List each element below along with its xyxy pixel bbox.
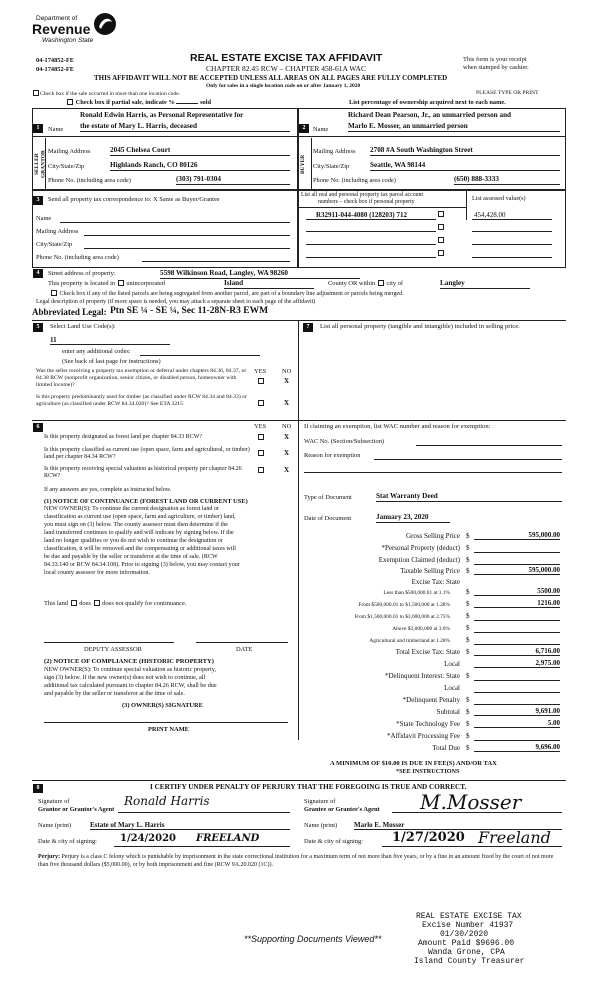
dollar-11: $ bbox=[466, 744, 470, 752]
seller-city-label: City/State/Zip bbox=[48, 163, 85, 170]
grantor-city: FREELAND bbox=[196, 833, 260, 844]
s5-q1-yes-checkbox[interactable] bbox=[258, 378, 264, 384]
s5-question-2: Is this property predominantly used for timber (as classified under RCW 84.34 and 84.33) or agriculture (as classified under RCW 84.34.020)? See ETA 3215 bbox=[36, 394, 247, 408]
located-label: This property is located in bbox=[48, 280, 116, 287]
ownership-note: List percentage of ownership acquired next to each name. bbox=[349, 99, 506, 106]
does-checkbox[interactable] bbox=[71, 600, 77, 606]
legal-note: Legal description of property (if more space is needed, you may attach a separate sheet to each page of the affidavit) bbox=[36, 299, 316, 305]
s6-q2-no-mark: X bbox=[284, 449, 290, 457]
stamp-line-3: 01/30/2020 bbox=[440, 930, 489, 939]
s6-q3-no-mark: X bbox=[284, 466, 290, 474]
sold-label: sold bbox=[200, 99, 212, 106]
local-value: 2,975.00 bbox=[474, 659, 560, 668]
grantee-signature: M.Mosser bbox=[420, 790, 522, 814]
buyer-phone-label: Phone No. (including area code) bbox=[313, 177, 396, 184]
tier-2-value: 1216.00 bbox=[474, 599, 560, 608]
this-land-label: This land bbox=[44, 600, 68, 607]
partial-sale-check bbox=[66, 99, 211, 107]
dollar-t2: $ bbox=[466, 600, 470, 608]
see-back-note: (See back of last page for instructions) bbox=[62, 358, 161, 365]
grantor-date: 1/24/2020 bbox=[120, 833, 177, 844]
dollar-6: $ bbox=[466, 672, 470, 680]
segregation-line bbox=[50, 290, 404, 298]
if-yes-note: If any answers are yes, complete as instructed below. bbox=[44, 487, 172, 493]
interest-state-label: *Delinquent Interest: State bbox=[384, 672, 460, 680]
notice-1-line-8: local county assessor for more information. bbox=[44, 570, 150, 576]
assessed-value: 454,428.00 bbox=[474, 211, 506, 219]
s6-q2-yes-checkbox[interactable] bbox=[258, 450, 264, 456]
seller-phone: (303) 791-0304 bbox=[176, 175, 290, 185]
multi-location-check bbox=[32, 90, 180, 98]
doc-date-value: January 23, 2020 bbox=[376, 513, 450, 523]
assessed-header: List assessed value(s) bbox=[472, 195, 526, 202]
reason-label: Reason for exemption bbox=[304, 452, 361, 459]
dollar-1: $ bbox=[466, 532, 470, 540]
s6-q3-yes-checkbox[interactable] bbox=[258, 467, 264, 473]
personal-label: *Personal Property (deduct) bbox=[381, 544, 460, 552]
section-6-number: 6 bbox=[33, 423, 43, 432]
dollar-5: $ bbox=[466, 648, 470, 656]
doc-type-value: Stat Warranty Deed bbox=[376, 492, 562, 502]
dollar-t3: $ bbox=[466, 612, 470, 620]
correspondence-label bbox=[48, 196, 220, 204]
stamp-line-6: Island County Treasurer bbox=[414, 957, 525, 966]
county-line bbox=[328, 280, 403, 288]
correspondence-text: Send all property tax correspondence to: bbox=[48, 196, 152, 203]
form-title: REAL ESTATE EXCISE TAX AFFIDAVIT bbox=[190, 52, 383, 64]
corr-mail-label: Mailing Address bbox=[36, 228, 79, 235]
s6-question-1: Is this property designated as forest land per chapter 84.33 RCW? bbox=[44, 434, 203, 440]
s5-q2-yes-checkbox[interactable] bbox=[258, 400, 264, 406]
seller-name-1: Ronald Edwin Harris, as Personal Representative for bbox=[80, 111, 244, 119]
notice-2-line-2: additional tax calculated pursuant to chapter 84.26 RCW, shall be due bbox=[44, 682, 217, 689]
s5-yes-header: YES bbox=[254, 368, 267, 375]
dollar-10: $ bbox=[466, 732, 470, 740]
notice-1-line-2: you must sign on (3) below. The county assessor must then determine if the bbox=[44, 522, 228, 528]
partial-sale-checkbox[interactable] bbox=[67, 99, 73, 105]
buyer-name-1: Richard Dean Pearson, Jr., an unmarried person and bbox=[348, 111, 512, 119]
notice-1-line-0: NEW OWNER(S): To continue the current designation as forest land or bbox=[44, 506, 220, 512]
grantee-name-label: Name (print) bbox=[304, 822, 338, 829]
tier-1-label: Less than $500,000.01 at 1.1% bbox=[383, 590, 450, 596]
perjury-label: Perjury: bbox=[38, 854, 60, 860]
exemption-label: If claiming an exemption, list WAC number and reason for exemption: bbox=[304, 423, 491, 430]
excise-label: Excise Tax: State bbox=[411, 578, 460, 586]
city-checkbox[interactable] bbox=[378, 280, 384, 286]
exemption-claimed-label: Exemption Claimed (deduct) bbox=[378, 556, 460, 564]
doc-type-label: Type of Document bbox=[304, 494, 352, 501]
county-label: County OR within bbox=[328, 280, 376, 287]
s5-q2-no-mark: X bbox=[284, 399, 290, 407]
segregation-label: Check box if any of the listed parcels are being segregated from another parcel, are part of a boundary line adjustment or parcels being merged. bbox=[59, 291, 404, 297]
tier-3-label: From $1,500,000.01 to $3,000,000 at 2.75% bbox=[354, 614, 450, 620]
perjury-notice bbox=[38, 853, 564, 869]
perjury-text: Perjury is a class C felony which is punishable by imprisonment in the state correctional institution for a maximum term of not more than five years, or by a fine in an amount fixed by the court of not more than five thousand dollars ($5,000.00), or by both imprisonment and fine (RCW 9A.20.020 (1C)). bbox=[38, 854, 554, 869]
s5-no-header: NO bbox=[282, 368, 292, 375]
tier-1-value: 5500.00 bbox=[474, 587, 560, 596]
notice-1-line-3: land transferred continues to qualify and will indicate by signing below. If the bbox=[44, 530, 234, 536]
seller-name-label: Name bbox=[48, 126, 64, 133]
corr-phone-label: Phone No. (including area code) bbox=[36, 254, 119, 261]
stamp-line-2: Excise Number 41937 bbox=[422, 921, 514, 930]
tier-2-label: From $500,000.01 to $1,500,000 at 1.28% bbox=[358, 602, 450, 608]
buyer-mail-label: Mailing Address bbox=[313, 148, 356, 155]
notice-2-line-0: NEW OWNER(S): To continue special valuation as historic property, bbox=[44, 666, 216, 673]
partial-sale-label: Check box if partial sale, indicate % bbox=[75, 99, 175, 106]
dollar-9: $ bbox=[466, 720, 470, 728]
s6-q1-yes-checkbox[interactable] bbox=[258, 434, 264, 440]
grantor-name-label: Name (print) bbox=[38, 822, 72, 829]
dollar-4: $ bbox=[466, 567, 470, 575]
minimum-note: A MINIMUM OF $10.00 IS DUE IN FEE(S) AND/OR TAX bbox=[330, 760, 497, 767]
taxable-label: Taxable Selling Price bbox=[400, 567, 460, 575]
additional-codes-label: enter any additional codes: bbox=[62, 348, 131, 355]
section-5-number: 5 bbox=[33, 323, 43, 332]
buyer-mail: 2708 #A South Washington Street bbox=[370, 146, 560, 156]
dollar-8: $ bbox=[466, 708, 470, 716]
dollar-t4: $ bbox=[466, 624, 470, 632]
subtotal-label: Subtotal bbox=[436, 708, 460, 716]
stamp-line-4: Amount Paid $9696.00 bbox=[418, 939, 515, 948]
grantee-sig-label-1: Signature of bbox=[304, 798, 336, 805]
dollar-t5: $ bbox=[466, 636, 470, 644]
receipt-note-1: This form is your receipt bbox=[463, 56, 527, 63]
parcel-header-2: numbers – check box if personal property bbox=[318, 199, 415, 205]
warning-line: THIS AFFIDAVIT WILL NOT BE ACCEPTED UNLESS ALL AREAS ON ALL PAGES ARE FULLY COMPLETED bbox=[94, 74, 448, 82]
county-value: Island bbox=[224, 279, 314, 289]
interest-local-label: Local bbox=[444, 684, 460, 692]
notice-1-line-6: be due and payable by the seller or transferor at the time of sale. (RCW bbox=[44, 554, 218, 560]
grantee-sig-label-2: Grantee or Grantee's Agent bbox=[304, 806, 380, 813]
personal-property-label: List all personal property (tangible and intangible) included in selling price. bbox=[320, 323, 520, 330]
owner-signature-label: (3) OWNER(S) SIGNATURE bbox=[122, 702, 203, 709]
multi-location-label: Check box if the sale occurred in more than one location code. bbox=[40, 91, 181, 97]
dept-line: Department of bbox=[36, 15, 78, 22]
deputy-assessor-label: DEPUTY ASSESSOR bbox=[84, 646, 142, 653]
buyer-city: Seattle, WA 98144 bbox=[370, 161, 560, 171]
revenue-word: Revenue bbox=[32, 21, 91, 37]
section-3-number: 3 bbox=[33, 196, 43, 205]
parcel-header-1: List all real and personal property tax parcel account bbox=[301, 192, 424, 198]
s6-q1-no-mark: X bbox=[284, 433, 290, 441]
section-2-number: 2 bbox=[299, 124, 309, 133]
gross-value: 595,000.00 bbox=[474, 531, 560, 540]
affidavit-fee-label: *Affidavit Processing Fee bbox=[387, 732, 460, 740]
seller-name-2: the estate of Mary L. Harris, deceased bbox=[80, 122, 290, 132]
seller-mail: 2045 Chelsea Court bbox=[110, 146, 290, 156]
form-subtitle: CHAPTER 82.45 RCW – CHAPTER 458-61A WAC bbox=[206, 64, 366, 73]
located-line bbox=[48, 280, 165, 288]
dollar-t1: $ bbox=[466, 588, 470, 596]
buyer-name-label: Name bbox=[313, 126, 329, 133]
s6-yes-header: YES bbox=[254, 423, 267, 430]
notice-2-title: (2) NOTICE OF COMPLIANCE (HISTORIC PROPERTY) bbox=[44, 658, 214, 665]
section-1-number: 1 bbox=[33, 124, 43, 133]
warning-sub: Only for sales in a single location code on or after January 1, 2020 bbox=[206, 83, 361, 89]
does-label: does bbox=[79, 600, 91, 607]
print-name-label: PRINT NAME bbox=[148, 726, 189, 733]
grantee-date: 1/27/2020 bbox=[392, 830, 465, 845]
seller-city: Highlands Ranch, CO 80126 bbox=[110, 161, 290, 171]
city-of-label: city of bbox=[386, 280, 403, 287]
form-number-2: 04-174852-FE bbox=[36, 66, 74, 73]
grantor-sig-label-2: Grantor or Grantor's Agent bbox=[38, 806, 115, 813]
parcel-number: R32911-044-4080 (128203) 712 bbox=[316, 211, 407, 219]
grantor-signature: Ronald Harris bbox=[124, 794, 210, 808]
street-label: Street address of property: bbox=[48, 270, 116, 277]
total-due-value: 9,696.00 bbox=[474, 743, 560, 752]
land-use-code: 11 bbox=[50, 336, 170, 345]
gross-label: Gross Selling Price bbox=[405, 532, 460, 540]
s5-q1-no-mark: X bbox=[284, 377, 290, 385]
street-value: 5598 Wilkinson Road, Langley, WA 98260 bbox=[160, 269, 360, 279]
grantor-date-label: Date & city of signing: bbox=[38, 838, 97, 845]
total-excise-label: Total Excise Tax: State bbox=[395, 648, 460, 656]
assessor-date-label: DATE bbox=[236, 646, 253, 653]
penalty-label: *Delinquent Penalty bbox=[402, 696, 460, 704]
total-due-label: Total Due bbox=[432, 744, 460, 752]
parcel-checkbox-2[interactable] bbox=[438, 224, 444, 230]
revenue-logo bbox=[32, 9, 122, 55]
parcel-checkbox-1[interactable] bbox=[438, 211, 444, 217]
print-note: PLEASE TYPE OR PRINT bbox=[476, 90, 539, 96]
taxable-value: 595,000.00 bbox=[474, 566, 560, 575]
notice-1-line-7: 84.33.140 or RCW 84.34.108). Prior to signing (3) below, you may contact your bbox=[44, 562, 240, 568]
supporting-docs-viewed: **Supporting Documents Viewed** bbox=[244, 934, 382, 944]
section-8-number: 8 bbox=[33, 784, 43, 793]
does-not-checkbox[interactable] bbox=[94, 600, 100, 606]
parcel-checkbox-4[interactable] bbox=[438, 250, 444, 256]
tech-fee-label: *State Technology Fee bbox=[396, 720, 460, 728]
stamp-line-5: Wanda Grone, CPA bbox=[428, 948, 505, 957]
wac-label: WAC No. (Section/Subsection) bbox=[304, 438, 385, 445]
notice-1-title: (1) NOTICE OF CONTINUANCE (FOREST LAND OR CURRENT USE) bbox=[44, 498, 248, 505]
notice-1-line-4: land no longer qualifies or you do not wish to continue the designation or bbox=[44, 538, 223, 544]
s6-no-header: NO bbox=[282, 423, 292, 430]
stamp-line-1: REAL ESTATE EXCISE TAX bbox=[416, 912, 522, 921]
abbreviated-legal-label: Abbreviated Legal: bbox=[32, 307, 107, 317]
buyer-label: BUYER bbox=[300, 154, 306, 174]
form-number-1: 04-174852-FE bbox=[36, 57, 74, 64]
grantor-sig-label-1: Signature of bbox=[38, 798, 70, 805]
dollar-7: $ bbox=[466, 696, 470, 704]
tier-4-label: Above $3,000,000 at 3.0% bbox=[392, 626, 450, 632]
revenue-logo-mark-icon bbox=[92, 11, 118, 37]
dollar-3: $ bbox=[466, 556, 470, 564]
section-7-number: 7 bbox=[303, 323, 313, 332]
s5-question-1: Was the seller receiving a property tax exemption or deferral under chapters 84.36, 84.37, or 84.38 RCW (nonprofit organization, senior citizen, or disabled person, homeowner with limited income)? bbox=[36, 368, 247, 389]
subtotal-value: 9,691.00 bbox=[474, 707, 560, 716]
buyer-name-2: Marlo E. Mosser, an unmarried person bbox=[348, 122, 560, 132]
doc-date-label: Date of Document bbox=[304, 515, 352, 522]
notice-1-line-1: classification as current use (open space, farm and agriculture, or timber) land, bbox=[44, 514, 236, 520]
s6-question-2: Is this property classified as current use (open space, farm and agricultural, or timber) land per chapter 84.34 RCW? bbox=[44, 447, 250, 461]
tech-fee-value: 5.00 bbox=[474, 719, 560, 728]
grantee-name-value: Marlo E. Mosser bbox=[354, 821, 562, 830]
notice-2-line-3: and payable by the seller or transferor at the time of sale. bbox=[44, 690, 185, 697]
certify-text: I CERTIFY UNDER PENALTY OF PERJURY THAT THE FOREGOING IS TRUE AND CORRECT. bbox=[150, 783, 467, 791]
dollar-2: $ bbox=[466, 544, 470, 552]
buyer-phone: (650) 888-3333 bbox=[454, 175, 560, 185]
buyer-city-label: City/State/Zip bbox=[313, 163, 350, 170]
notice-1-line-5: classification, it will be removed and the compensating or additional taxes will bbox=[44, 546, 236, 552]
seller-phone-label: Phone No. (including area code) bbox=[48, 177, 131, 184]
local-label: Local bbox=[444, 660, 460, 668]
grantor-name-value: Estate of Mary L. Harris bbox=[90, 821, 290, 830]
land-use-label: Select Land Use Code(s): bbox=[50, 323, 116, 330]
unincorporated-checkbox[interactable] bbox=[118, 280, 124, 286]
seller-grantor-label: SELLER GRANTOR bbox=[34, 150, 47, 179]
see-instructions: *SEE INSTRUCTIONS bbox=[396, 768, 460, 775]
s6-question-3: Is this property receiving special valuation as historical property per chapter 84.26 RCW? bbox=[44, 466, 242, 480]
segregation-checkbox[interactable] bbox=[51, 290, 57, 296]
corr-city-label: City/State/Zip bbox=[36, 241, 73, 248]
parcel-checkbox-3[interactable] bbox=[438, 237, 444, 243]
not-qualify-label: does not qualify for continuance. bbox=[102, 600, 187, 607]
grantee-city: Freeland bbox=[478, 828, 551, 847]
grantee-date-label: Date & city of signing: bbox=[304, 838, 363, 845]
seller-mail-label: Mailing Address bbox=[48, 148, 91, 155]
notice-2-line-1: sign (3) below. If the new owner(s) does not wish to continue, all bbox=[44, 674, 206, 681]
washington-state: Washington State bbox=[42, 37, 94, 44]
this-land-line bbox=[44, 600, 186, 608]
section-4-number: 4 bbox=[33, 269, 43, 278]
unincorporated-label: unincorporated bbox=[126, 280, 165, 287]
multi-location-checkbox[interactable] bbox=[33, 90, 39, 96]
corr-name-label: Name bbox=[36, 215, 52, 222]
abbreviated-legal-value: Ptn SE ¼ - SE ¼, Sec 11-28N-R3 EWM bbox=[110, 306, 269, 316]
city-value: Langley bbox=[440, 279, 530, 289]
receipt-note-2: when stamped by cashier. bbox=[463, 64, 529, 71]
tier-5-label: Agricultural and timberland at 1.28% bbox=[369, 638, 450, 644]
same-as-buyer: X Same as Buyer/Grantee bbox=[153, 196, 220, 203]
total-excise-value: 6,716.00 bbox=[474, 647, 560, 656]
